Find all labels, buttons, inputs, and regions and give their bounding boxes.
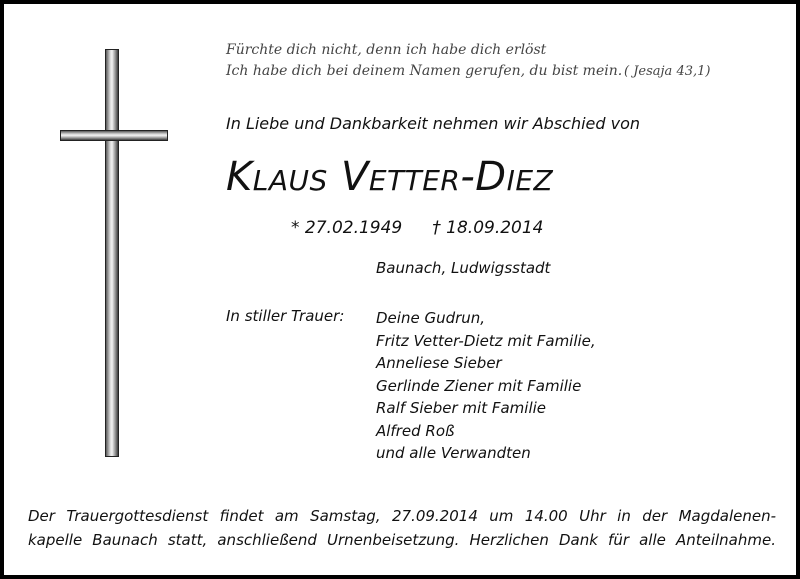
verse-line-1: Fürchte dich nicht, denn ich habe dich erlöst	[226, 42, 547, 58]
mourner-item: Anneliese Sieber	[376, 354, 502, 372]
death-date: † 18.09.2014	[432, 218, 544, 238]
service-info	[28, 504, 776, 552]
verse-reference: ( Jesaja 43,1)	[624, 64, 711, 79]
mourners-list	[376, 307, 596, 465]
cross-vertical-beam	[105, 49, 119, 457]
life-dates	[291, 218, 544, 238]
intro-text: In Liebe und Dankbarkeit nehmen wir Abschied von	[226, 114, 641, 133]
mourner-item: und alle Verwandten	[376, 444, 531, 462]
cross-horizontal-beam	[60, 130, 168, 141]
bible-verse	[226, 40, 711, 82]
birth-date: * 27.02.1949	[291, 218, 403, 238]
mourner-item: Deine Gudrun,	[376, 309, 486, 327]
mourner-item: Alfred Roß	[376, 421, 455, 440]
mourner-item: Gerlinde Ziener mit Familie	[376, 376, 582, 395]
service-info-line-1: Der Trauergottesdienst findet am Samstag, 27.09.2014 um 14.00 Uhr in der Magdalenen-	[28, 507, 776, 525]
mourners-label: In stiller Trauer:	[226, 307, 345, 325]
verse-line-2: Ich habe dich bei deinem Namen gerufen, du bist mein.	[226, 63, 623, 79]
deceased-name: Klaus Vetter-Diez	[226, 154, 554, 200]
service-info-line-2: kapelle Baunach statt, anschließend Urnenbeisetzung. Herzlichen Dank für alle Anteilnahme.	[28, 531, 776, 549]
mourner-item: Fritz Vetter-Dietz mit Familie,	[376, 331, 596, 350]
place-text: Baunach, Ludwigsstadt	[376, 259, 551, 277]
mourner-item: Ralf Sieber mit Familie	[376, 399, 547, 417]
